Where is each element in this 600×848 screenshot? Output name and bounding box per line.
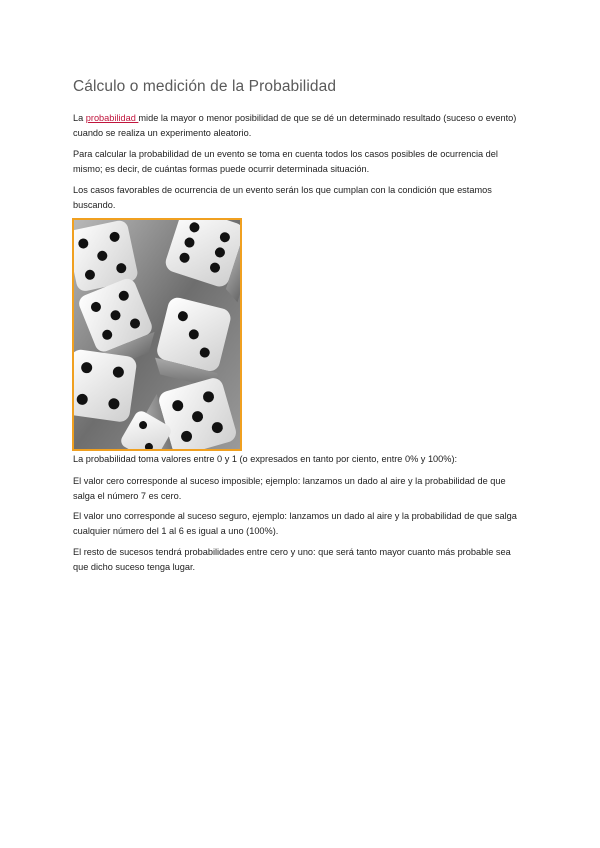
- paragraph-text: La: [73, 113, 86, 123]
- paragraph-value-range: La probabilidad toma valores entre 0 y 1 (o expresados en tanto por ciento, entre 0% y 100%):: [73, 454, 458, 464]
- page-title: Cálculo o medición de la Probabilidad: [73, 78, 337, 95]
- dice-image: [72, 218, 242, 451]
- paragraph-favorable-cases: Los casos favorables de ocurrencia de un evento serán los que cumplan con la condición que estamos buscando.: [73, 185, 492, 210]
- paragraph-calculation: Para calcular la probabilidad de un evento se toma en cuenta todos los casos posibles de ocurrencia del mismo; es decir, de cuántas formas puede ocurrir determinada situación.: [73, 149, 498, 174]
- paragraph-impossible-event: El valor cero corresponde al suceso imposible; ejemplo: lanzamos un dado al aire y la probabilidad de que salga el número 7 es cero.: [73, 476, 506, 501]
- dice-illustration: [74, 220, 240, 449]
- paragraph-certain-event: El valor uno corresponde al suceso seguro, ejemplo: lanzamos un dado al aire y la probabilidad de que salga cualquier número del 1 al 6 es igual a uno (100%).: [73, 511, 517, 536]
- paragraph-other-events: El resto de sucesos tendrá probabilidades entre cero y uno: que será tanto mayor cuanto más probable sea que dicho suceso tenga lugar.: [73, 547, 511, 572]
- paragraph-definition: [73, 111, 525, 140]
- paragraph-text: mide la mayor o menor posibilidad de que se dé un determinado resultado (suceso o evento) cuando se realiza un experimento aleatorio.: [73, 113, 517, 138]
- probabilidad-link[interactable]: probabilidad: [85, 113, 139, 123]
